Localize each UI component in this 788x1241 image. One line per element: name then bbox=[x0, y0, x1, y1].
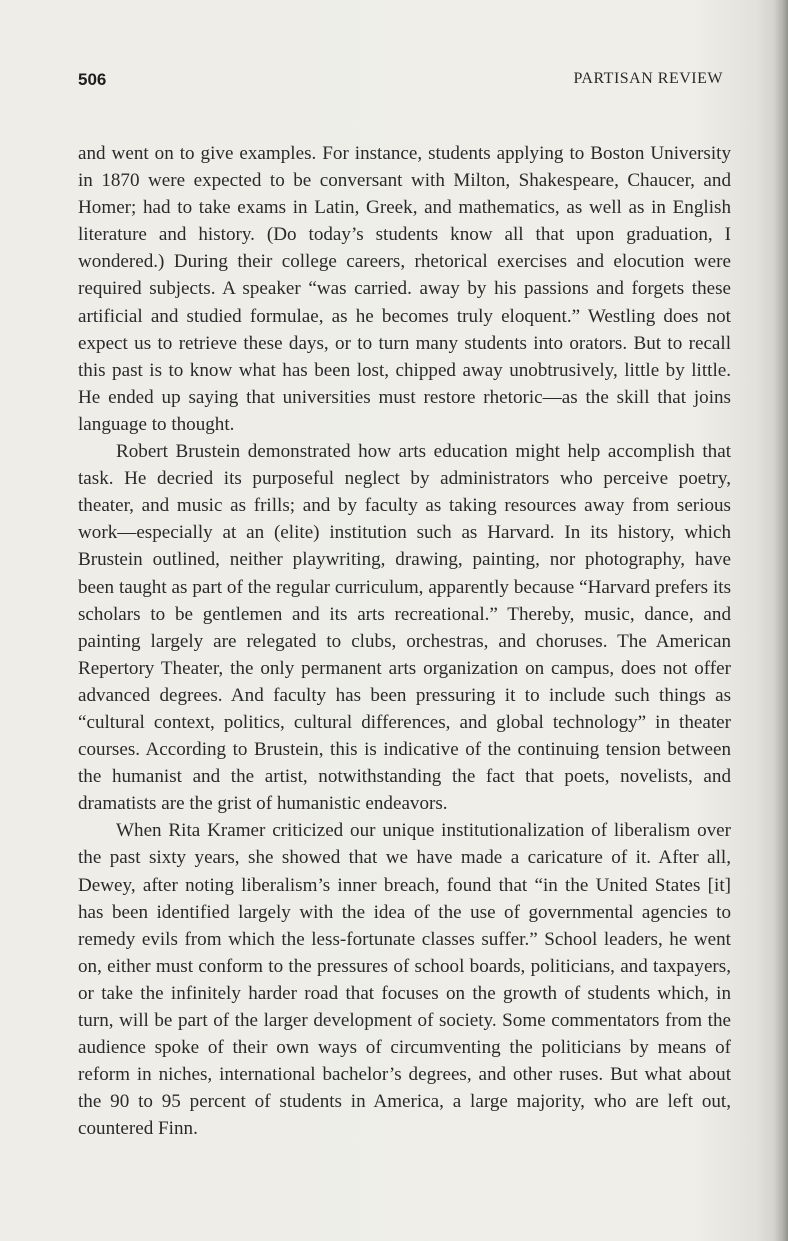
paragraph-brustein: Robert Brustein demonstrated how arts education might help accomplish that task. He decried its purposeful neglect by administrators who perceive poetry, theater, and music as frills; and by faculty as taking resources away from serious work—especially at an (elite) institution such as Harvard. In its history, which Brustein outlined, neither playwriting, drawing, painting, nor photography, have been taught as part of the regular curriculum, apparently because “Harvard prefers its scholars to be gentlemen and its arts recreational.” Thereby, music, dance, and painting largely are relegated to clubs, orchestras, and choruses. The American Repertory Theater, the only permanent arts organization on campus, does not offer advanced degrees. And faculty has been pressuring it to include such things as “cultural context, politics, cultural differences, and global technology” in theater courses. According to Brustein, this is indicative of the continuing tension between the humanist and the artist, notwithstanding the fact that poets, novelists, and dramatists are the grist of humanistic endeavors. bbox=[78, 441, 731, 815]
paragraph-kramer: When Rita Kramer criticized our unique institutionalization of liberalism over the past sixty years, she showed that we have made a caricature of it. After all, Dewey, after noting liberalism’s inner breach, found that “in the United States [it] has been identified largely with the idea of the use of governmental agencies to remedy evils from which the less-fortunate classes suffer.” School leaders, he went on, either must conform to the pressures of school boards, politicians, and taxpayers, or take the infinitely harder road that focuses on the growth of students which, in turn, will be part of the larger development of society. Some commentators from the audience spoke of their own ways of circumventing the politicians by means of reform in niches, international bachelor’s degrees, and other ruses. But what about the 90 to 95 percent of students in America, a large majority, who are left out, countered Finn. bbox=[78, 820, 731, 1140]
paragraph-westling: and went on to give examples. For instance, students applying to Boston University in 1870 were expected to be conversant with Milton, Shakespeare, Chaucer, and Homer; had to take exams in Latin, Greek, and mathematics, as well as in English literature and history. (Do today’s students know all that upon graduation, I wondered.) During their college careers, rhetorical exercises and elocution were required subjects. A speaker “was carried. away by his passions and forgets these artificial and studied formulae, as he becomes truly eloquent.” Westling does not expect us to retrieve these days, or to turn many students into orators. But to recall this past is to know what has been lost, chipped away unobtrusively, little by little. He ended up saying that universities must restore rhetoric—as the skill that joins language to thought. bbox=[78, 143, 731, 435]
page-header bbox=[78, 70, 723, 96]
page-number: 506 bbox=[78, 70, 107, 89]
running-head: PARTISAN REVIEW bbox=[573, 70, 723, 87]
spine-shadow bbox=[774, 0, 788, 1241]
body-text bbox=[78, 140, 731, 1142]
